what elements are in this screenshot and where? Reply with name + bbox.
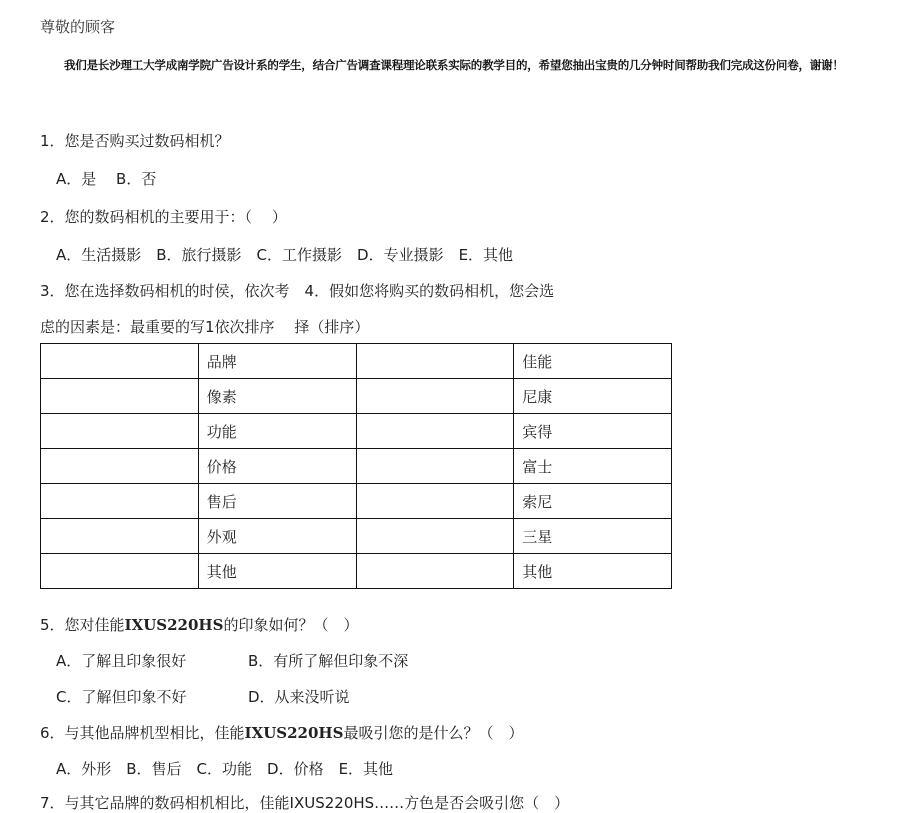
table-row [41,449,672,484]
brand-label: 三星 [514,519,672,554]
table-row [41,414,672,449]
question-5-suffix: 的印象如何？（ ） [223,616,359,634]
brand-rank-cell[interactable] [356,519,514,554]
question-6-prefix: 6．与其他品牌机型相比，佳能 [40,724,245,742]
factor-rank-cell[interactable] [41,414,199,449]
factor-rank-cell[interactable] [41,344,199,379]
brand-rank-cell[interactable] [356,379,514,414]
factor-rank-cell[interactable] [41,379,199,414]
brand-label: 其他 [514,554,672,589]
brand-label: 宾得 [514,414,672,449]
question-5-prefix: 5．您对佳能 [40,616,125,634]
brand-label: 尼康 [514,379,672,414]
brand-rank-cell[interactable] [356,344,514,379]
question-5-option-d[interactable]: D．从来没听说 [248,688,350,706]
ranking-table [40,343,672,589]
table-row [41,344,672,379]
brand-rank-cell[interactable] [356,414,514,449]
question-5-model: IXUS220HS [124,616,224,634]
question-1-options: A．是 B．否 [56,170,157,188]
brand-label: 佳能 [514,344,672,379]
table-row [41,484,672,519]
brand-label: 富士 [514,449,672,484]
question-5-option-a[interactable]: A．了解且印象很好 [56,652,187,670]
brand-rank-cell[interactable] [356,449,514,484]
question-6 [40,722,523,743]
factor-label: 售后 [198,484,356,519]
question-3-4-line1: 3．您在选择数码相机的时侯，依次考 4．假如您将购买的数码相机，您会选 [40,282,555,300]
question-6-suffix: 最吸引您的是什么？（ ） [343,724,524,742]
brand-label: 索尼 [514,484,672,519]
factor-rank-cell[interactable] [41,554,199,589]
factor-rank-cell[interactable] [41,519,199,554]
question-5-option-b[interactable]: B．有所了解但印象不深 [248,652,409,670]
factor-label: 像素 [198,379,356,414]
question-6-model: IXUS220HS [244,724,344,742]
factor-label: 价格 [198,449,356,484]
factor-label: 功能 [198,414,356,449]
question-7-partial: 7．与其它品牌的数码相机相比，佳能IXUS220HS……方色是否会吸引您（ ） [40,794,570,812]
question-3-4-line2: 虑的因素是：最重要的写1依次排序 择（排序） [40,318,370,336]
question-1: 1．您是否购买过数码相机？ [40,132,230,150]
factor-rank-cell[interactable] [41,484,199,519]
question-5-option-c[interactable]: C．了解但印象不好 [56,688,187,706]
brand-rank-cell[interactable] [356,484,514,519]
table-row [41,379,672,414]
question-6-options: A．外形 B．售后 C．功能 D．价格 E．其他 [56,760,394,778]
question-2-options: A．生活摄影 B．旅行摄影 C．工作摄影 D．专业摄影 E．其他 [56,246,514,264]
factor-rank-cell[interactable] [41,449,199,484]
question-2: 2．您的数码相机的主要用于：（ ） [40,208,287,226]
factor-label: 品牌 [198,344,356,379]
question-5 [40,614,358,635]
factor-label: 其他 [198,554,356,589]
brand-rank-cell[interactable] [356,554,514,589]
table-row [41,554,672,589]
factor-label: 外观 [198,519,356,554]
table-row [41,519,672,554]
intro-paragraph: 我们是长沙理工大学成南学院广告设计系的学生，结合广告调查课程理论联系实际的教学目的，希望您抽出宝贵的几分钟时间帮助我们完成这份问卷，谢谢！ [64,58,844,72]
greeting: 尊敬的顾客 [40,18,116,36]
